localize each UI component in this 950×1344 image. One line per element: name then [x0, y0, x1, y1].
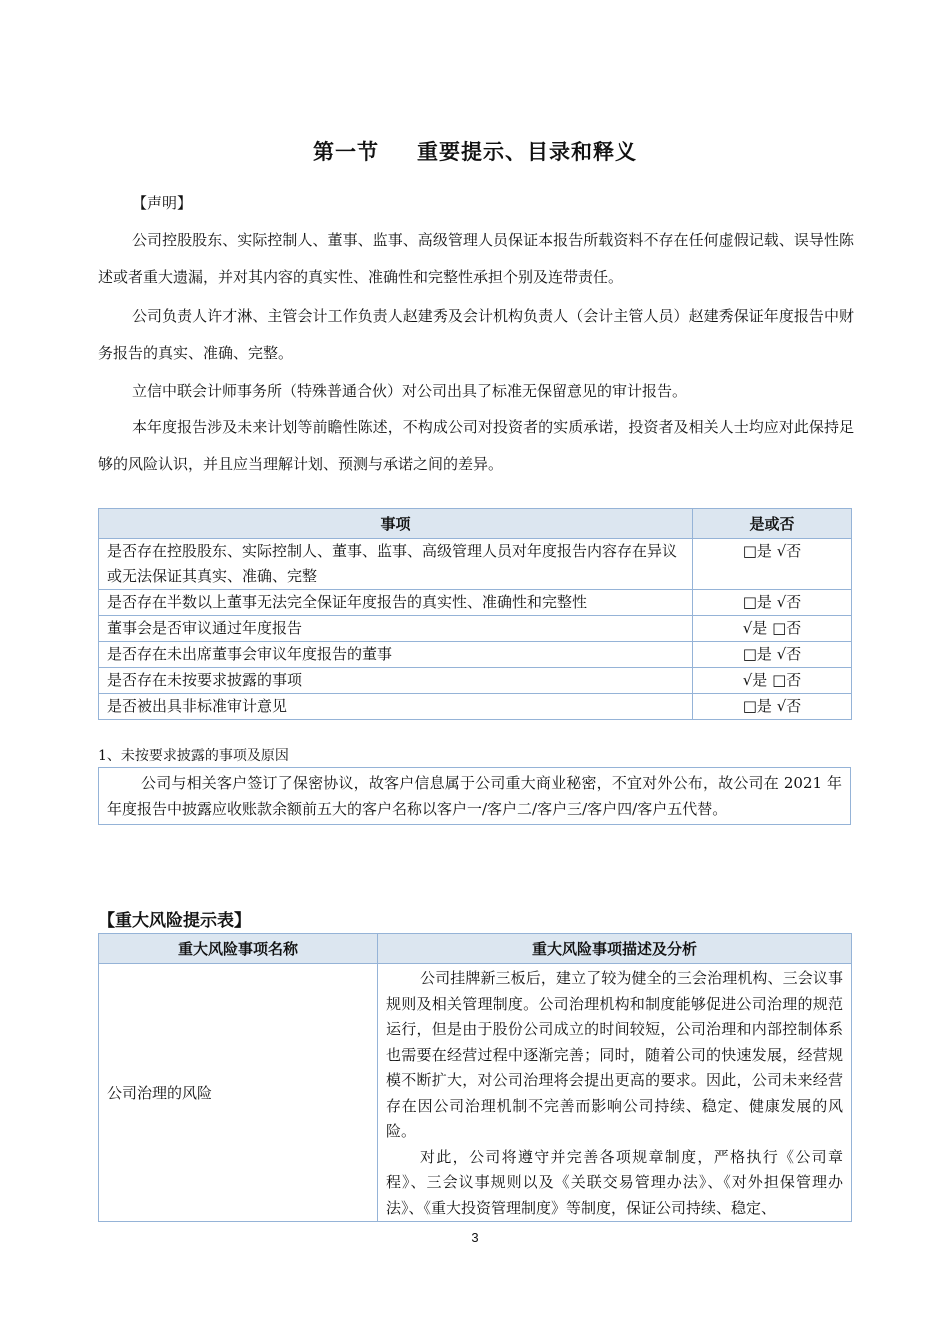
table-row [99, 539, 852, 590]
row-item: 是否存在半数以上董事无法完全保证年度报告的真实性、准确性和完整性 [99, 590, 693, 616]
statement-label: 【声明】 [132, 194, 193, 212]
row-item: 是否存在未按要求披露的事项 [99, 668, 693, 694]
table-row [99, 668, 852, 694]
column-header-risk-name: 重大风险事项名称 [99, 934, 378, 964]
risk-description-paragraph: 公司挂牌新三板后，建立了较为健全的三会治理机构、三会议事规则及相关管理制度。公司治理机构和制度能够促进公司治理的规范运行，但是由于股份公司成立的时间较短，公司治理和内部控制体系也需要在经营过程中逐渐完善；同时，随着公司的快速发展，经营规模不断扩大，对公司治理将会提出更高的要求。因此，公司未来经营存在因公司治理机制不完善而影响公司持续、稳定、健康发展的风险。 [386, 969, 843, 1140]
table-row [99, 964, 852, 1222]
section-heading: 重要提示、目录和释义 [417, 140, 637, 164]
row-item: 是否存在控股股东、实际控制人、董事、监事、高级管理人员对年度报告内容存在异议或无法保证其真实、准确、完整 [99, 539, 693, 590]
row-item: 是否存在未出席董事会审议年度报告的董事 [99, 642, 693, 668]
table-row [99, 642, 852, 668]
risk-name: 公司治理的风险 [99, 964, 378, 1222]
row-answer: √是 □否 [693, 668, 852, 694]
column-header-answer: 是或否 [693, 509, 852, 539]
statement-paragraph: 立信中联会计师事务所（特殊普通合伙）对公司出具了标准无保留意见的审计报告。 [132, 382, 688, 400]
column-header-item: 事项 [99, 509, 693, 539]
row-item: 董事会是否审议通过年度报告 [99, 616, 693, 642]
table-row [99, 590, 852, 616]
statement-paragraph: 公司控股股东、实际控制人、董事、监事、高级管理人员保证本报告所载资料不存在任何虚假记载、误导性陈述或者重大遗漏，并对其内容的真实性、准确性和完整性承担个别及连带责任。 [98, 231, 854, 286]
row-answer: □是 √否 [693, 590, 852, 616]
table-header-row [99, 934, 852, 964]
declaration-table [98, 508, 852, 720]
row-answer: √是 □否 [693, 616, 852, 642]
section-title [0, 136, 950, 166]
page-number: 3 [471, 1230, 479, 1245]
table-header-row [99, 509, 852, 539]
risk-table-heading: 【重大风险提示表】 [98, 911, 251, 931]
row-item: 是否被出具非标准审计意见 [99, 694, 693, 720]
row-answer: □是 √否 [693, 694, 852, 720]
statement-paragraph: 本年度报告涉及未来计划等前瞻性陈述，不构成公司对投资者的实质承诺，投资者及相关人士均应对此保持足够的风险认识，并且应当理解计划、预测与承诺之间的差异。 [98, 418, 854, 473]
nondisclosure-title: 1、未按要求披露的事项及原因 [98, 748, 289, 764]
row-answer: □是 √否 [693, 539, 852, 590]
risk-description-paragraph: 对此，公司将遵守并完善各项规章制度，严格执行《公司章程》、三会议事规则以及《关联交易管理办法》、《对外担保管理办法》、《重大投资管理制度》等制度，保证公司持续、稳定、 [386, 1147, 843, 1217]
section-label: 第一节 [313, 140, 379, 164]
table-row [99, 694, 852, 720]
statement-paragraph: 公司负责人许才淋、主管会计工作负责人赵建秀及会计机构负责人（会计主管人员）赵建秀保证年度报告中财务报告的真实、准确、完整。 [98, 307, 854, 362]
table-row [99, 616, 852, 642]
risk-description [378, 964, 852, 1222]
column-header-risk-desc: 重大风险事项描述及分析 [378, 934, 852, 964]
row-answer: □是 √否 [693, 642, 852, 668]
risk-table [98, 933, 852, 1222]
nondisclosure-text: 公司与相关客户签订了保密协议，故客户信息属于公司重大商业秘密，不宜对外公布，故公司在 2021 年年度报告中披露应收账款余额前五大的客户名称以客户一/客户二/客户三/客户四/客户五代替。 [98, 767, 851, 825]
